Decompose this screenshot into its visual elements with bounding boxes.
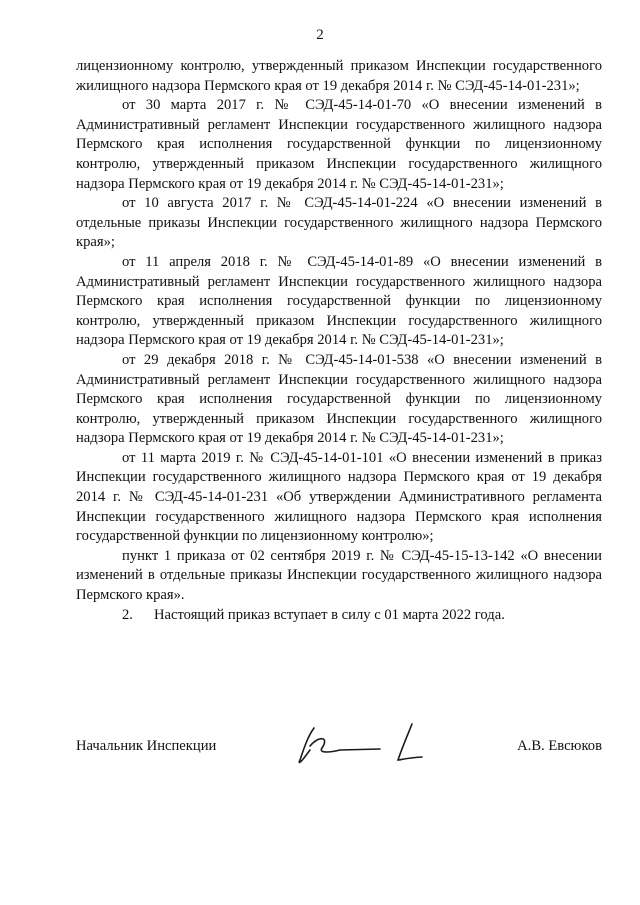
page-number: 2 <box>316 27 324 43</box>
signatory-title: Начальник Инспекции <box>76 738 217 754</box>
handwritten-signature <box>288 714 428 770</box>
paragraph: от 10 августа 2017 г. № СЭД-45-14-01-224 «О внесении изменений в отдельные приказы Инспекции государственного жилищного надзора Пермского края»; <box>76 195 602 251</box>
document-body <box>76 57 602 625</box>
signature-block <box>76 736 602 776</box>
numbered-item <box>76 606 602 626</box>
paragraph: пункт 1 приказа от 02 сентября 2019 г. № СЭД-45-15-13-142 «О внесении изменений в отдельные приказы Инспекции государственного жилищного надзора Пермского края». <box>76 547 602 604</box>
paragraph: от 11 апреля 2018 г. № СЭД-45-14-01-89 «О внесении изменений в Административный регламент Инспекции государственного жилищного надзора Пермского края исполнения государственной функции по лицензионному контролю, утвержденный приказом Инспекции государственного жилищного надзора Пермского края от 19 декабря 2014 г. № СЭД-45-14-01-231»; <box>76 253 602 349</box>
paragraph: лицензионному контролю, утвержденный приказом Инспекции государственного жилищного надзора Пермского края от 19 декабря 2014 г. № СЭД-45-14-01-231»; <box>76 58 602 94</box>
signatory-name: А.В. Евсюков <box>517 738 602 754</box>
item-text: Настоящий приказ вступает в силу с 01 марта 2022 года. <box>154 606 505 623</box>
paragraph: от 29 декабря 2018 г. № СЭД-45-14-01-538 «О внесении изменений в Административный регламент Инспекции государственного жилищного надзора Пермского края исполнения государственной функции по лицензионному контролю, утвержденный приказом Инспекции государственного жилищного надзора Пермского края от 19 декабря 2014 г. № СЭД-45-14-01-231»; <box>76 351 602 447</box>
item-number: 2. <box>122 606 133 623</box>
paragraph: от 11 марта 2019 г. № СЭД-45-14-01-101 «О внесении изменений в приказ Инспекции государственного жилищного надзора Пермского края от 19 декабря 2014 г. № СЭД-45-14-01-231 «Об утверждении Административного регламента Инспекции государственного жилищного надзора Пермского края исполнения государственной функции по лицензионному контролю»; <box>76 449 602 545</box>
paragraph: от 30 марта 2017 г. № СЭД-45-14-01-70 «О внесении изменений в Административный регламент Инспекции государственного жилищного надзора Пермского края исполнения государственной функции по лицензионному контролю, утвержденный приказом Инспекции государственного жилищного надзора Пермского края от 19 декабря 2014 г. № СЭД-45-14-01-231»; <box>76 97 602 192</box>
